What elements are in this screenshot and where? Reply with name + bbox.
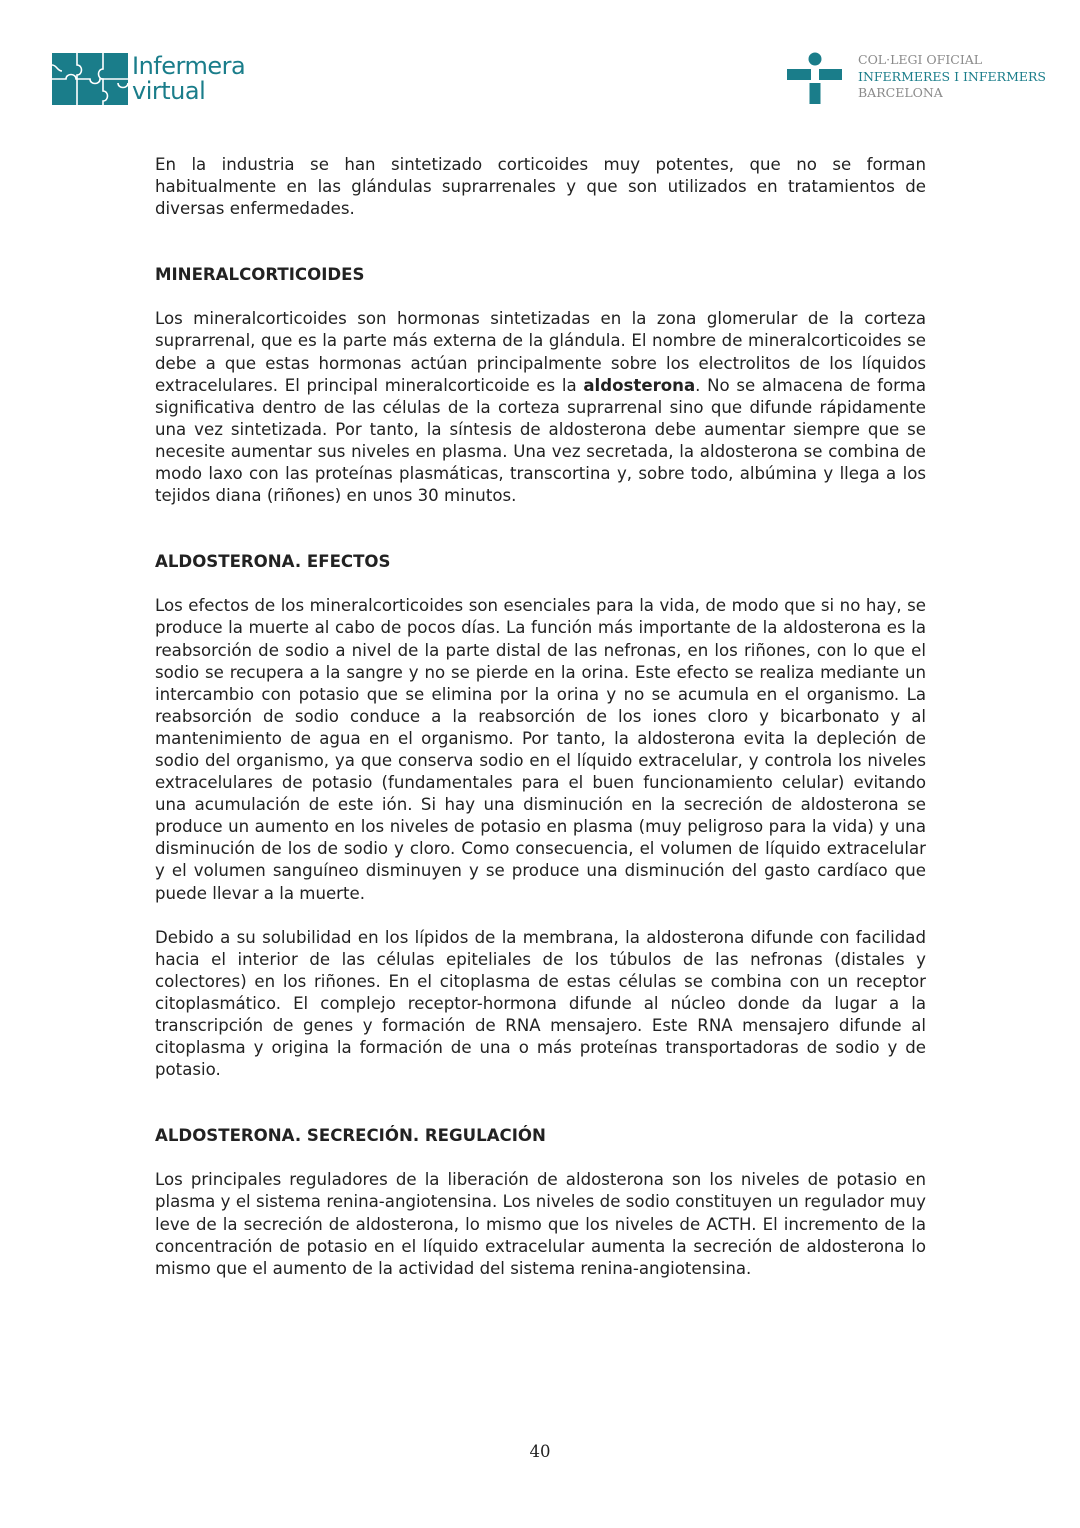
efectos-paragraph-2: Debido a su solubilidad en los lípidos de la membrana, la aldosterona difunde con facilidad hacia el interior de las células epiteliales de los túbulos de las nefronas (distales y colectores) en los riñones. En el citoplasma de estas células se combina con un receptor citoplasmático. El complejo receptor-hormona difunde al núcleo donde da lugar a la transcripción de genes y formación de RNA mensajero. Este RNA mensajero difunde al citoplasma y origina la formación de una o más proteínas transportadoras de sodio y de potasio. — [155, 927, 926, 1080]
puzzle-logo-icon — [52, 53, 128, 105]
cross-logo-icon — [787, 52, 842, 104]
section-heading-regulacion: ALDOSTERONA. SECRECIÓN. REGULACIÓN — [155, 1126, 546, 1146]
logo-line-2: virtual — [132, 77, 206, 105]
logo-wordmark — [132, 54, 245, 104]
coib-line-2: INFERMERES I INFERMERS — [858, 68, 1046, 84]
intro-paragraph: En la industria se han sintetizado corticoides muy potentes, que no se forman habitualmente en las glándulas suprarrenales y que son utilizados en tratamientos de diversas enfermedades. — [155, 155, 926, 219]
coib-wordmark — [858, 52, 1046, 102]
page-number: 40 — [529, 1442, 551, 1461]
coib-line-3: BARCELONA — [858, 85, 943, 100]
mineralcorticoides-paragraph — [155, 308, 926, 507]
logo-line-1: Infermera — [132, 52, 246, 80]
infermera-virtual-logo — [52, 53, 245, 105]
efectos-paragraph-1: Los efectos de los mineralcorticoides son esenciales para la vida, de modo que si no hay, se produce la muerte al cabo de pocos días. La función más importante de la aldosterona es la reabsorción de sodio a nivel de la parte distal de las nefronas, en los riñones, con lo que el sodio se recupera a la sangre y no se pierde en la orina. Este efecto se realiza mediante un intercambio con potasio que se elimina por la orina y no se acumula en el organismo. La reabsorción de sodio conduce a la reabsorción de los iones cloro y bicarbonato y al mantenimiento de agua en el organismo. Por tanto, la aldosterona evita la depleción de sodio del organismo, ya que conserva sodio en el líquido extracelular, y controla los niveles extracelulares de potasio (fundamentales para el buen funcionamiento celular) evitando una acumulación de este ión. Si hay una disminución en la secreción de aldosterona se produce un aumento en los niveles de potasio en plasma (muy peligroso para la vida) y una disminución de los de sodio y cloro. Como consecuencia, el volumen de líquido extracelular y el volumen sanguíneo disminuyen y se produce una disminución del gasto cardíaco que puede llevar a la muerte. — [155, 596, 926, 903]
paragraph-text: Los mineralcorticoides son hormonas sintetizadas en la zona glomerular de la corteza suprarrenal, que es la parte más externa de la glándula. El nombre de mineralcorticoides se debe a que estas hormonas actúan principalmente sobre los electrolitos de los líquidos extracelulares. El principal mineralcorticoide es la — [155, 309, 926, 395]
paragraph-text: . No se almacena de forma significativa dentro de las células de la corteza suprarrenal sino que difunde rápidamente una vez sintetizada. Por tanto, la síntesis de aldosterona debe aumentar siempre que se necesite aumentar sus niveles en plasma. Una vez secretada, la aldosterona se combina de modo laxo con las proteínas plasmáticas, transcortina y, sobre todo, albúmina y llega a los tejidos diana (riñones) en unos 30 minutos. — [155, 375, 926, 506]
bold-term-aldosterona: aldosterona — [583, 375, 696, 395]
coib-line-1: COL·LEGI OFICIAL — [858, 52, 983, 67]
section-heading-efectos: ALDOSTERONA. EFECTOS — [155, 552, 391, 572]
regulacion-paragraph: Los principales reguladores de la liberación de aldosterona son los niveles de potasio en plasma y el sistema renina-angiotensina. Los niveles de sodio constituyen un regulador muy leve de la secreción de aldosterona, lo mismo que los niveles de ACTH. El incremento de la concentración de potasio en el líquido extracelular aumenta la secreción de aldosterona lo mismo que el aumento de la actividad del sistema renina-angiotensina. — [155, 1170, 926, 1278]
section-heading-mineralcorticoides: MINERALCORTICOIDES — [155, 265, 365, 285]
document-body — [155, 154, 926, 1280]
coib-logo — [787, 52, 1046, 104]
